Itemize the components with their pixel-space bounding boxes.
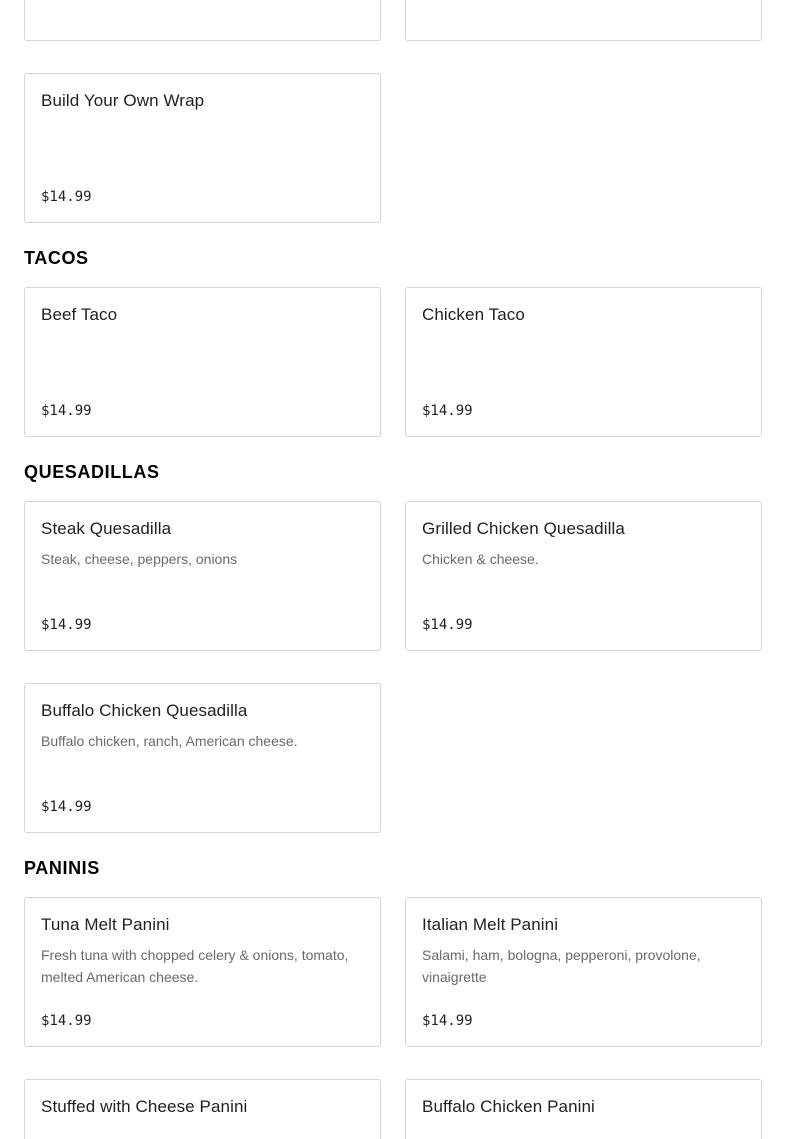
section-heading-tacos: TACOS: [24, 248, 89, 268]
item-name: Buffalo Chicken Panini: [422, 1097, 595, 1116]
item-description: Salami, ham, bologna, pepperoni, provolone, vinaigrette: [422, 947, 701, 985]
menu-item-card[interactable]: [405, 1079, 762, 1139]
item-name: Build Your Own Wrap: [41, 91, 205, 110]
item-name: Buffalo Chicken Quesadilla: [41, 701, 248, 720]
item-name: Tuna Melt Panini: [41, 915, 170, 934]
item-price: $14.99: [422, 1013, 473, 1029]
item-name: Chicken Taco: [422, 305, 525, 324]
item-price: $14.99: [422, 617, 473, 633]
section-heading-paninis: PANINIS: [24, 858, 100, 878]
menu-item-card[interactable]: [24, 683, 381, 833]
menu-item-card[interactable]: [24, 0, 381, 41]
item-price: $14.99: [41, 1013, 92, 1029]
menu-item-card[interactable]: [405, 897, 762, 1047]
item-price: $14.99: [41, 799, 92, 815]
item-name: Italian Melt Panini: [422, 915, 559, 934]
menu-item-card[interactable]: [405, 0, 762, 41]
item-name: Steak Quesadilla: [41, 519, 172, 538]
menu-item-card[interactable]: [24, 287, 381, 437]
item-name: Stuffed with Cheese Panini: [41, 1097, 248, 1116]
item-name: Beef Taco: [41, 305, 118, 324]
item-price: $14.99: [41, 617, 92, 633]
item-price: $14.99: [41, 403, 92, 419]
menu-item-card[interactable]: [24, 501, 381, 651]
item-description: Steak, cheese, peppers, onions: [41, 551, 238, 567]
menu-item-card[interactable]: [24, 73, 381, 223]
menu-item-card[interactable]: [24, 1079, 381, 1139]
menu-item-card[interactable]: [405, 501, 762, 651]
menu-item-card[interactable]: [24, 897, 381, 1047]
item-name: Grilled Chicken Quesadilla: [422, 519, 625, 538]
item-description: Fresh tuna with chopped celery & onions, tomato, melted American cheese.: [41, 947, 349, 985]
item-price: $14.99: [422, 403, 473, 419]
item-price: $14.99: [41, 189, 92, 205]
section-heading-quesadillas: QUESADILLAS: [24, 462, 160, 482]
item-description: Chicken & cheese.: [422, 551, 539, 567]
item-description: Buffalo chicken, ranch, American cheese.: [41, 733, 298, 749]
menu-item-card[interactable]: [405, 287, 762, 437]
